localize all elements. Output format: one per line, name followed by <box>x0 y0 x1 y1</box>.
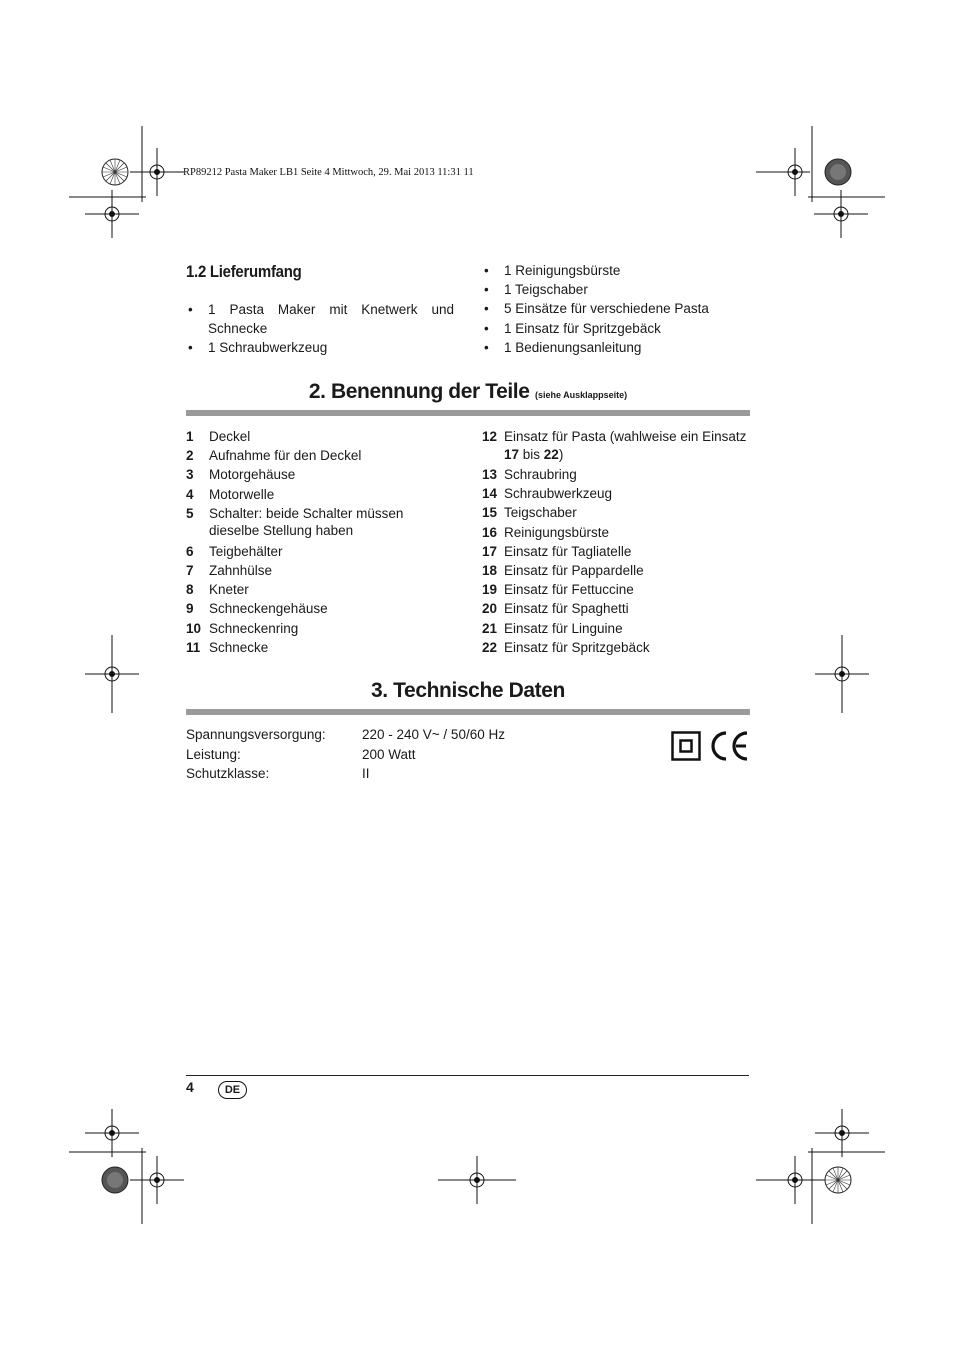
list-item: 7 Zahnhülse <box>186 563 273 579</box>
list-item: 6 Teigbehälter <box>186 543 283 559</box>
list-item: 2 Aufnahme für den Deckel <box>186 448 362 464</box>
page-number: 4 <box>186 1079 194 1095</box>
list-item: 5 Schalter: beide Schalter müssen dieselbe Stellung haben <box>186 505 404 539</box>
delivery-list-right <box>482 261 750 357</box>
list-item: 12 Einsatz für Pasta (wahlweise ein Einsatz 17 bis 22) <box>482 429 747 462</box>
list-item: 14 Schraubwerkzeug <box>482 486 613 502</box>
footer-rule <box>186 1075 749 1076</box>
registration-target-icon <box>756 1156 834 1204</box>
registration-target-icon <box>130 1156 184 1204</box>
color-density-circle-icon <box>102 159 128 185</box>
print-header: RP89212 Pasta Maker LB1 Seite 4 Mittwoch, 29. Mai 2013 11:31 11 <box>183 167 474 178</box>
list-item: 15 Teigschaber <box>482 505 577 521</box>
list-item: 11 Schnecke <box>186 639 269 655</box>
registration-target-icon <box>85 650 139 698</box>
registration-target-icon <box>815 650 869 698</box>
section-heading-technical-data: 3. Technische Daten <box>371 679 565 702</box>
list-item: • 1 Teigschaber <box>482 280 750 299</box>
list-item: 16 Reinigungsbürste <box>482 524 610 540</box>
list-item: 3 Motorgehäuse <box>186 467 296 483</box>
registration-target-icon <box>85 1109 139 1157</box>
list-item: • 5 Einsätze für verschiedene Pasta <box>482 299 750 318</box>
delivery-list-left <box>186 300 454 358</box>
list-item: 22 Einsatz für Spritzgebäck <box>482 639 650 655</box>
list-item: 21 Einsatz für Linguine <box>482 620 623 636</box>
section-heading-lieferumfang: 1.2 Lieferumfang <box>186 262 302 281</box>
list-item: 4 Motorwelle <box>186 486 275 502</box>
list-item: 9 Schneckengehäuse <box>186 601 328 617</box>
list-item: • 1 Schraubwerkzeug <box>186 338 454 357</box>
registration-target-icon <box>815 1109 869 1157</box>
list-item: 1 Deckel <box>186 429 251 444</box>
list-item: 20 Einsatz für Spaghetti <box>482 601 629 617</box>
parts-list-right <box>482 427 750 657</box>
list-item: 8 Kneter <box>186 582 249 598</box>
registration-target-icon <box>756 148 810 196</box>
protection-class-ii-icon <box>671 731 701 761</box>
color-density-circle-icon <box>825 1167 851 1193</box>
section-subtitle: (siehe Ausklappseite) <box>534 390 628 400</box>
section-rule <box>186 709 750 715</box>
list-item: 17 Einsatz für Tagliatelle <box>482 543 632 559</box>
section-rule <box>186 410 750 416</box>
table-row: Leistung: 200 Watt <box>186 746 416 762</box>
technical-data-table <box>186 725 606 784</box>
registration-target-icon <box>130 148 184 196</box>
color-density-circle-icon <box>102 1167 128 1193</box>
registration-target-icon <box>438 1156 516 1204</box>
parts-list-left <box>186 427 426 657</box>
list-item: 19 Einsatz für Fettuccine <box>482 582 634 598</box>
table-row: Spannungsversorgung: 220 - 240 V~ / 50/60 Hz <box>186 727 505 742</box>
list-item: • 1 Bedienungsanleitung <box>482 338 750 357</box>
list-item: 10 Schneckenring <box>186 620 299 636</box>
table-row: Schutzklasse: II <box>186 766 370 781</box>
list-item: • 1 Pasta Maker mit Knetwerk und Schnecke <box>186 300 454 338</box>
color-density-circle-icon <box>825 159 851 185</box>
section-title: 2. Benennung der Teile <box>308 380 530 403</box>
list-item: • 1 Einsatz für Spritzgebäck <box>482 319 750 338</box>
list-item: • 1 Reinigungsbürste <box>482 261 750 280</box>
section-heading-parts <box>186 380 750 404</box>
list-item: 13 Schraubring <box>482 467 577 482</box>
ce-mark-icon <box>706 729 751 763</box>
language-badge: DE <box>218 1081 247 1099</box>
list-item: 18 Einsatz für Pappardelle <box>482 563 644 579</box>
